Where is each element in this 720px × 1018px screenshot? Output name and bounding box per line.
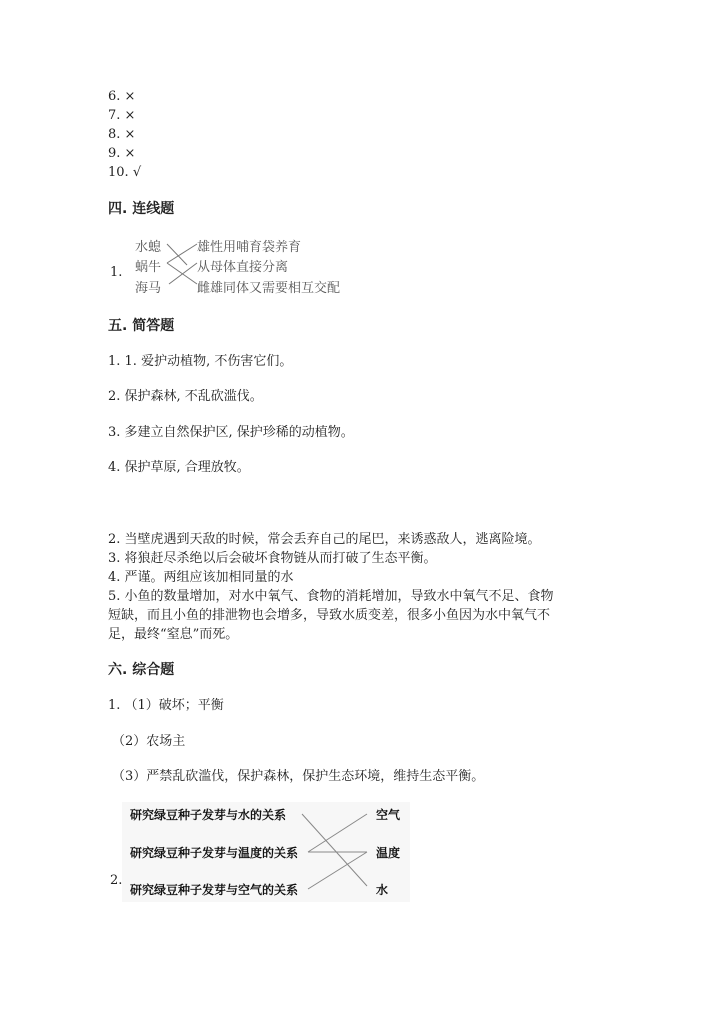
match-right-label: 空气 [376,808,401,822]
answer-line: 4. 保护草原, 合理放牧。 [108,460,250,475]
answer-line: 足，最终“窒息”而死。 [108,627,239,642]
judgement-item [108,145,135,163]
answer-line: 1. 1. 爱护动植物, 不伤害它们。 [108,354,293,369]
match-right-label: 雄性用哺育袋养育 [197,240,302,255]
judgement-item [108,164,141,182]
item-number: 10. [108,165,129,180]
cross-mark: × [124,127,136,142]
item-number: 9. [108,146,121,161]
match-left-label: 研究绿豆种子发芽与温度的关系 [130,846,299,860]
section-heading: 四. 连线题 [108,201,175,217]
item-number: 7. [108,108,121,123]
match-left-label: 蜗牛 [135,260,162,275]
match-right-label: 雌雄同体又需要相互交配 [197,281,341,296]
matching-figure [135,234,360,296]
question-number: 1. [110,265,123,280]
answer-line: 4. 严谨。两组应该加相同量的水 [108,570,294,585]
match-right-label: 从母体直接分离 [197,260,289,275]
answer-line: 2. 保护森林, 不乱砍滥伐。 [108,389,263,404]
answer-line: 短缺，而且小鱼的排泄物也会增多，导致水质变差，很多小鱼因为水中氧气不 [108,608,551,623]
cross-mark: × [124,89,136,104]
match-right-label: 温度 [376,846,401,860]
answer-line: 3. 将狼赶尽杀绝以后会破坏食物链从而打破了生态平衡。 [108,551,437,566]
cross-mark: × [124,146,136,161]
item-number: 8. [108,127,121,142]
judgement-item [108,88,135,106]
match-left-label: 研究绿豆种子发芽与空气的关系 [130,883,299,897]
match-left-label: 海马 [135,281,162,296]
answer-line: 2. 当壁虎遇到天敌的时候，常会丢弃自己的尾巴，来诱惑敌人，逃离险境。 [108,532,541,547]
section-heading: 五. 简答题 [108,318,175,334]
judgement-item [108,107,135,125]
cross-mark: × [124,108,136,123]
answer-line: 3. 多建立自然保护区, 保护珍稀的动植物。 [108,425,354,440]
check-mark: √ [132,165,142,180]
section-heading: 六. 综合题 [108,662,175,678]
answer-line: 1. （1）破坏；平衡 [108,698,224,713]
answer-line: （2）农场主 [112,734,186,749]
matching-figure [122,802,410,902]
match-left-label: 水螅 [135,240,162,255]
match-left-label: 研究绿豆种子发芽与水的关系 [130,808,287,822]
answer-line: （3）严禁乱砍滥伐，保护森林，保护生态环境，维持生态平衡。 [112,769,485,784]
judgement-item [108,126,135,144]
answer-line: 5. 小鱼的数量增加，对水中氧气、食物的消耗增加，导致水中氧气不足、食物 [108,589,554,604]
question-number: 2. [110,873,123,888]
match-right-label: 水 [376,883,389,897]
item-number: 6. [108,89,121,104]
